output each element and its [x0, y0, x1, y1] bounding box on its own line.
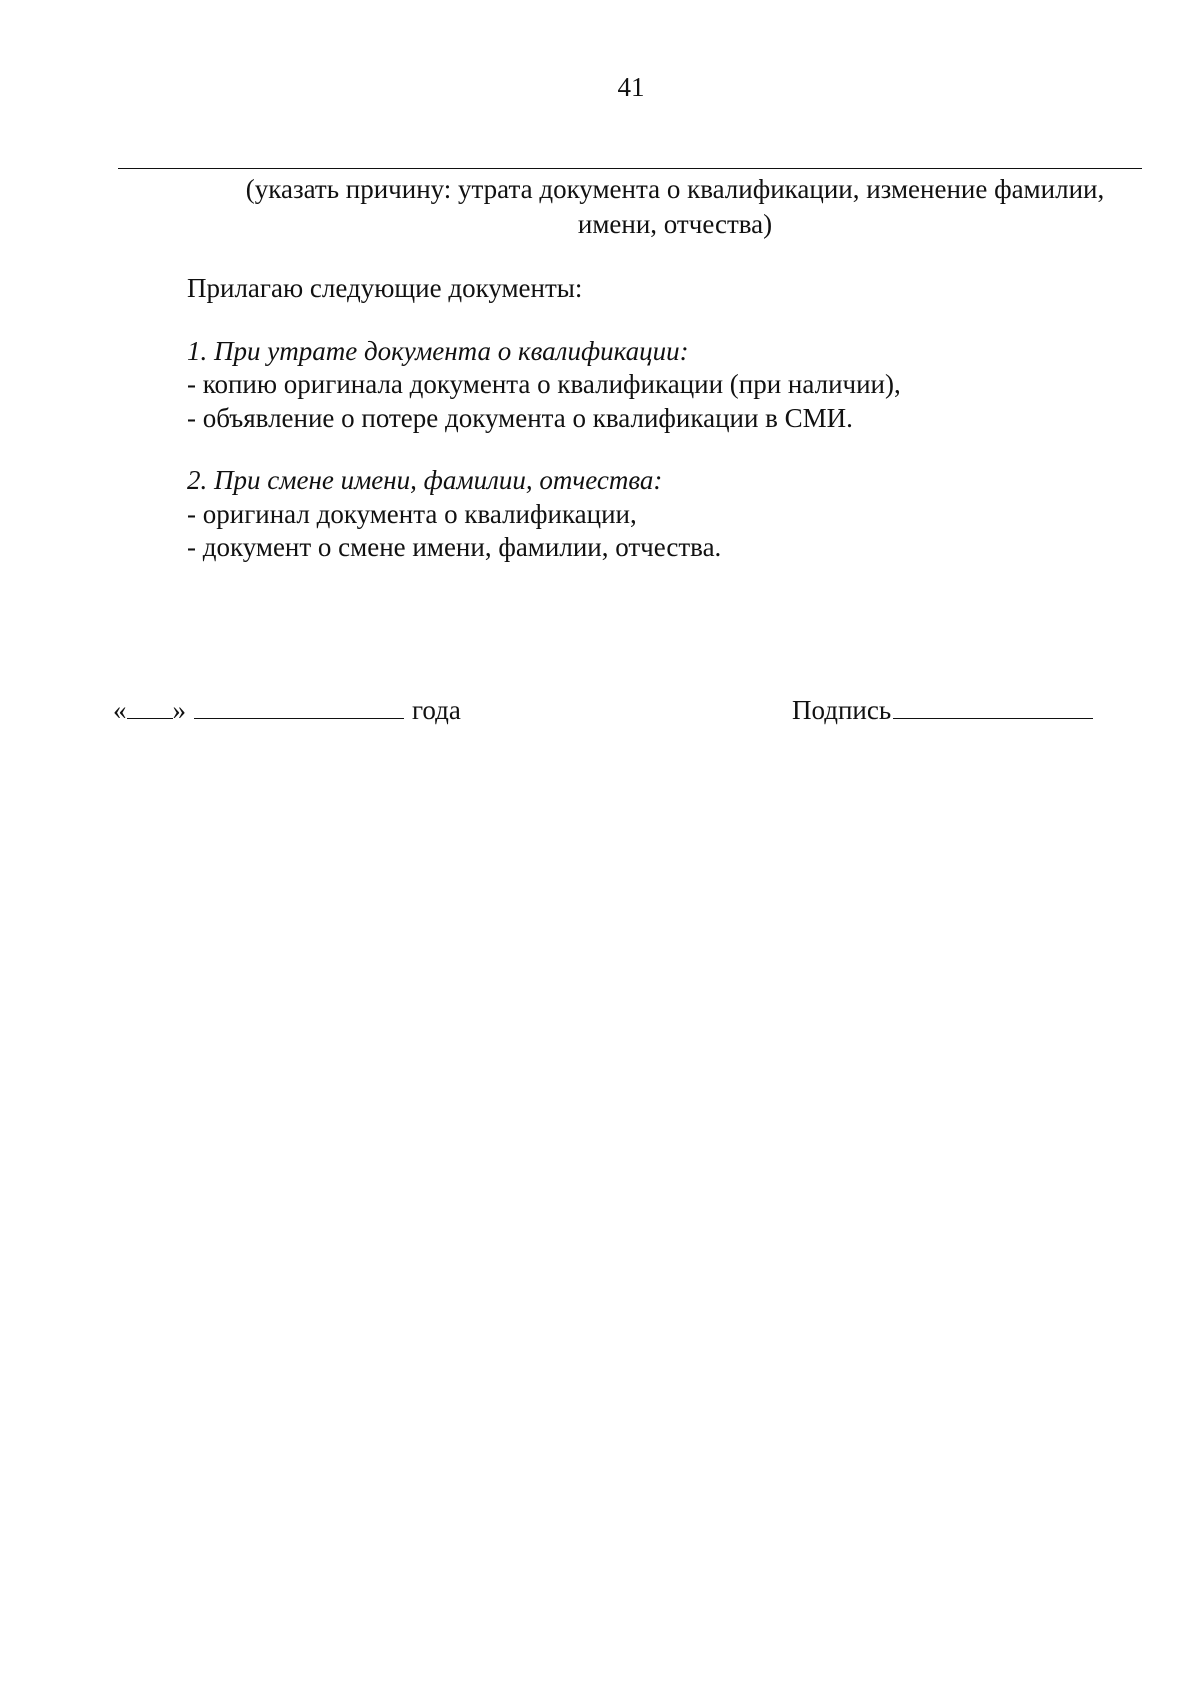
- page-number: 41: [617, 72, 645, 102]
- section-1-item: - объявление о потере документа о квалификации в СМИ.: [187, 403, 853, 433]
- year-word: года: [412, 695, 461, 725]
- day-blank[interactable]: [127, 696, 173, 719]
- month-blank[interactable]: [194, 696, 404, 719]
- section-2-item: - документ о смене имени, фамилии, отчества.: [187, 532, 722, 562]
- signature-blank[interactable]: [893, 696, 1093, 719]
- section-2-item: - оригинал документа о квалификации,: [187, 499, 637, 529]
- reason-fill-line: [118, 168, 1142, 169]
- attachments-intro: Прилагаю следующие документы:: [187, 273, 583, 303]
- open-quote: «: [113, 695, 127, 725]
- close-quote: »: [172, 695, 186, 725]
- section-2-heading: 2. При смене имени, фамилии, отчества:: [187, 465, 663, 495]
- section-1-item: - копию оригинала документа о квалификации (при наличии),: [187, 369, 901, 399]
- reason-hint: (указать причину: утрата документа о квалификации, изменение фамилии, имени, отчества): [245, 174, 1105, 239]
- signature-field: [792, 693, 1093, 727]
- date-field: [113, 693, 461, 727]
- section-1-heading: 1. При утрате документа о квалификации:: [187, 336, 689, 366]
- signature-label: Подпись: [792, 695, 892, 725]
